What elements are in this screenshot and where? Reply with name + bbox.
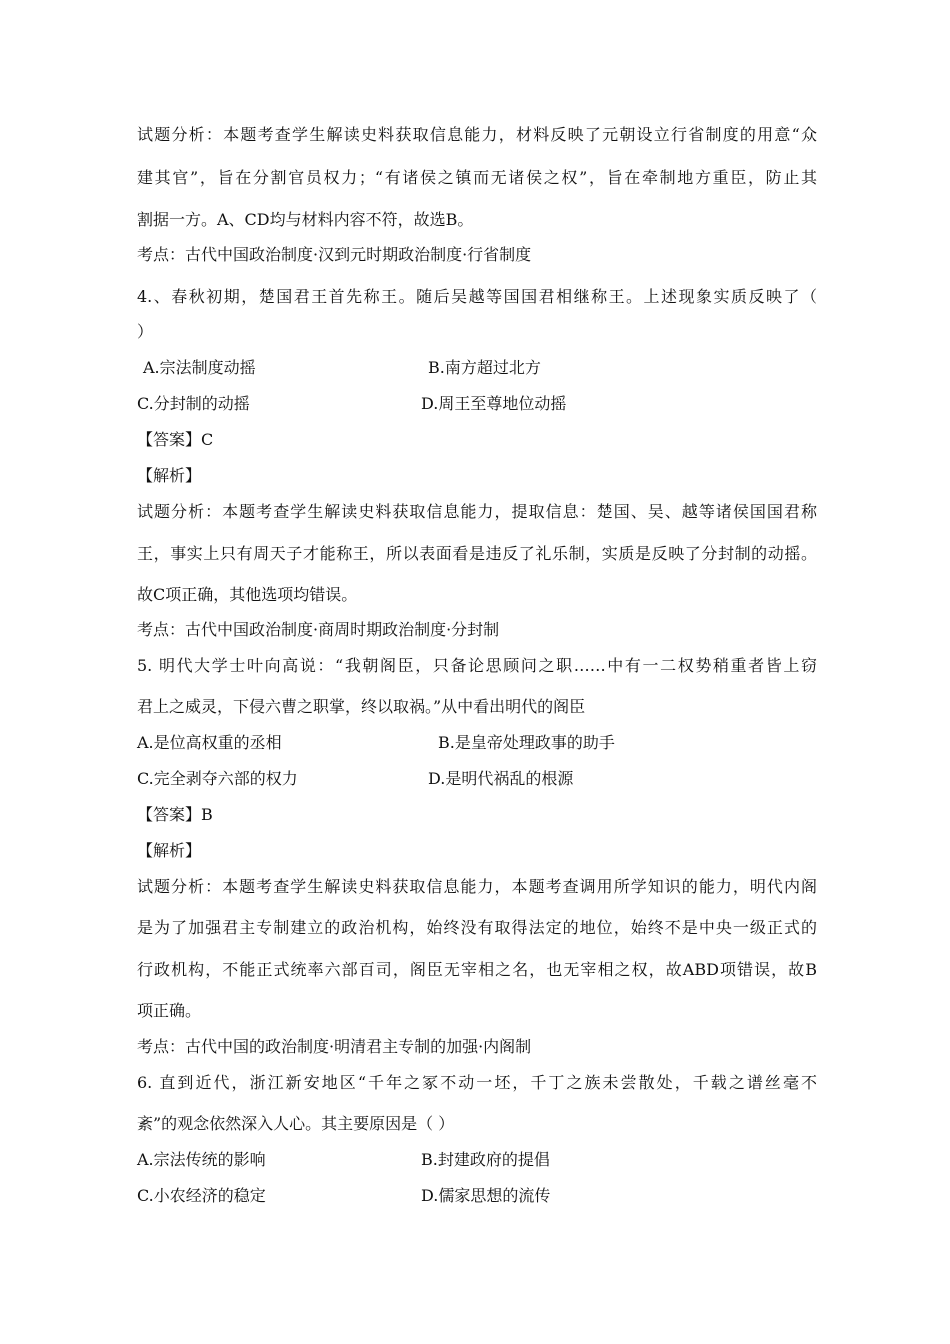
q6-option-a: A.宗法传统的影响 bbox=[137, 1150, 266, 1169]
q4-option-b: B.南方超过北方 bbox=[428, 358, 541, 377]
q4-analysis-line-1: 试题分析：本题考查学生解读史料获取信息能力，提取信息：楚国、吴、越等诸侯国国君称 bbox=[137, 502, 817, 521]
q5-analysis-line-3: 行政机构，不能正式统率六部百司，阁臣无宰相之名，也无宰相之权，故ABD项错误，故B bbox=[137, 960, 817, 979]
q3-analysis-line-3: 割据一方。A、CD均与材料内容不符，故选B。 bbox=[137, 210, 474, 229]
q6-option-b: B.封建政府的提倡 bbox=[421, 1150, 550, 1169]
q5-option-c: C.完全剥夺六部的权力 bbox=[137, 769, 298, 788]
q5-analysis-line-1: 试题分析：本题考查学生解读史料获取信息能力，本题考查调用所学知识的能力，明代内阁 bbox=[137, 877, 817, 896]
q3-analysis-line-1: 试题分析：本题考查学生解读史料获取信息能力，材料反映了元朝设立行省制度的用意“众 bbox=[137, 125, 817, 144]
q4-option-c: C.分封制的动摇 bbox=[137, 394, 250, 413]
q5-answer: 【答案】B bbox=[137, 805, 213, 824]
q4-jiexi-heading: 【解析】 bbox=[137, 466, 202, 485]
q6-option-d: D.儒家思想的流传 bbox=[421, 1186, 551, 1205]
q4-option-d: D.周王至尊地位动摇 bbox=[421, 394, 567, 413]
q5-option-a: A.是位高权重的丞相 bbox=[137, 733, 282, 752]
q4-option-a: A.宗法制度动摇 bbox=[143, 358, 256, 377]
q6-stem-line-1: 6. 直到近代，浙江新安地区“千年之冢不动一坯，千丁之族未尝散处，千载之谱丝毫不 bbox=[137, 1073, 817, 1092]
q5-jiexi-heading: 【解析】 bbox=[137, 841, 202, 860]
q6-option-c: C.小农经济的稳定 bbox=[137, 1186, 266, 1205]
q5-stem-line-1: 5. 明代大学士叶向高说：“我朝阁臣，只备论思顾问之职……中有一二权势稍重者皆上窃 bbox=[137, 656, 817, 675]
q4-answer: 【答案】C bbox=[137, 430, 214, 449]
q6-stem-line-2: 紊”的观念依然深入人心。其主要原因是（ ） bbox=[137, 1114, 455, 1133]
q5-option-b: B.是皇帝处理政事的助手 bbox=[438, 733, 615, 752]
q5-stem-line-2: 君上之威灵，下侵六曹之职掌，终以取祸。”从中看出明代的阁臣 bbox=[137, 697, 586, 716]
q4-stem-line-2: ） bbox=[137, 322, 154, 341]
q4-analysis-line-3: 故C项正确，其他选项均错误。 bbox=[137, 585, 358, 604]
q5-kaodian: 考点：古代中国的政治制度·明清君主专制的加强·内阁制 bbox=[137, 1037, 532, 1056]
q4-kaodian: 考点：古代中国政治制度·商周时期政治制度·分封制 bbox=[137, 620, 500, 639]
q4-analysis-line-2: 王，事实上只有周天子才能称王，所以表面看是违反了礼乐制，实质是反映了分封制的动摇。 bbox=[137, 544, 817, 563]
q5-analysis-line-2: 是为了加强君主专制建立的政治机构，始终没有取得法定的地位，始终不是中央一级正式的 bbox=[137, 918, 817, 937]
q5-analysis-line-4: 项正确。 bbox=[137, 1001, 202, 1020]
q3-analysis-line-2: 建其官”，旨在分割官员权力；“有诸侯之镇而无诸侯之权”，旨在牵制地方重臣，防止其 bbox=[137, 168, 817, 187]
q3-kaodian: 考点：古代中国政治制度·汉到元时期政治制度·行省制度 bbox=[137, 245, 532, 264]
q4-stem-line-1: 4.、春秋初期，楚国君王首先称王。随后吴越等国国君相继称王。上述现象实质反映了（ bbox=[137, 287, 817, 306]
q5-option-d: D.是明代祸乱的根源 bbox=[428, 769, 574, 788]
